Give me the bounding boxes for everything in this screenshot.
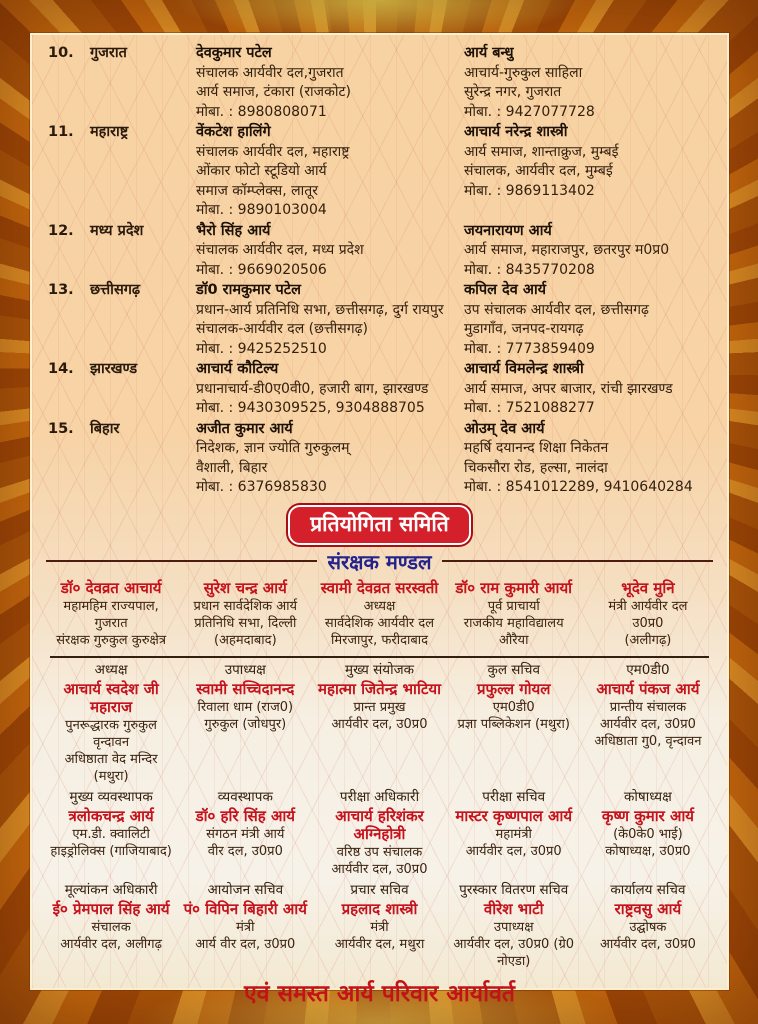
detail-line: ओंकार फोटो स्टूडियो आर्य	[196, 163, 327, 179]
patrons-row	[44, 579, 715, 649]
detail-line: अधिष्ठाता गु0, वृन्दावन	[594, 733, 702, 749]
contact-details	[464, 439, 715, 478]
row-number: 12.	[48, 222, 74, 239]
contact-details	[196, 301, 458, 340]
member-name: वीरेश भाटी	[483, 899, 544, 918]
detail-line: वीर दल, उ0प्र0	[207, 843, 283, 859]
committee-member	[581, 882, 715, 953]
header-rule-right	[442, 560, 713, 562]
contact-details	[196, 143, 458, 202]
member-name: स्वामी सच्चिदानन्द	[196, 679, 295, 698]
detail-line: मुडागाँव, जनपद-रायगढ़	[464, 321, 584, 337]
state-name: मध्य प्रदेश	[90, 222, 144, 239]
contact-name: देवकुमार पटेल	[196, 45, 272, 61]
committee-member	[312, 882, 446, 953]
member-role: कोषाध्यक्ष	[624, 788, 672, 805]
contact-details	[464, 380, 715, 400]
detail-line: (अहमदाबाद)	[213, 632, 277, 648]
member-name: कृष्ण कुमार आर्य	[601, 806, 694, 825]
detail-line: प्रधानाचार्य-डी0ए0वी0, हजारी बाग, झारखण्ड	[196, 380, 429, 397]
contact-mobile: मोबा. : 8541012289, 9410640284	[464, 479, 693, 495]
committee-member	[581, 579, 715, 649]
member-role: परीक्षा सचिव	[482, 788, 546, 805]
contact-name: आचार्य कौटिल्य	[196, 361, 279, 377]
contact-details	[196, 439, 458, 478]
member-name: सुरेश चन्द्र आर्य	[203, 578, 287, 597]
directory-row	[44, 44, 715, 122]
member-details	[450, 919, 578, 970]
directory-row	[44, 222, 715, 281]
committee-banner-wrap	[44, 505, 715, 545]
contact-name: वेंकटेश हालिंगे	[196, 124, 271, 140]
committee-member	[312, 662, 446, 733]
member-details	[450, 699, 578, 733]
member-details	[47, 826, 175, 860]
committee-member	[447, 579, 581, 649]
member-name: डॉ० हरि सिंह आर्य	[195, 806, 295, 825]
detail-line: उ0प्र0	[632, 615, 664, 631]
directory-row	[44, 281, 715, 359]
member-details	[181, 699, 309, 733]
detail-line: सुरेन्द्र नगर, गुजरात	[464, 84, 562, 100]
contact-mobile: मोबा. : 8435770208	[464, 261, 595, 278]
committee-member	[44, 662, 178, 785]
contact-mobile: मोबा. : 7773859409	[464, 340, 595, 357]
detail-line: आर्यवीर दल, उ0प्र0	[599, 716, 696, 732]
contact-mobile: मोबा. : 6376985830	[196, 479, 327, 495]
member-name: भूदेव मुनि	[621, 578, 675, 597]
detail-line: मंत्री आर्यवीर दल	[608, 598, 688, 614]
member-role: व्यवस्थापक	[217, 788, 273, 805]
member-details	[181, 826, 309, 860]
detail-line: हाइड्रोलिक्स (गाजियाबाद)	[50, 843, 172, 859]
committee-member	[447, 662, 581, 733]
contact-mobile: मोबा. : 8980808071	[196, 103, 327, 120]
detail-line: वरिष्ठ उप संचालक	[336, 844, 423, 860]
contact-mobile: मोबा. : 9427077728	[464, 103, 595, 120]
detail-line: सार्वदेशिक आर्यवीर दल	[324, 615, 435, 631]
member-details	[181, 598, 309, 649]
footer-text: एवं समस्त आर्य परिवार आर्यावर्त	[243, 980, 516, 1007]
contact-entry	[464, 420, 715, 498]
contact-entry	[196, 222, 464, 281]
member-name: स्वामी देवव्रत सरस्वती	[320, 578, 439, 597]
member-details	[450, 598, 578, 649]
member-details	[584, 826, 712, 860]
detail-line: संचालक	[91, 919, 131, 935]
detail-line: वैशाली, बिहार	[196, 459, 268, 476]
detail-line: कोषाध्यक्ष, उ0प्र0	[605, 843, 691, 859]
detail-line: उपाध्यक्ष	[493, 919, 534, 935]
contact-entry	[464, 44, 715, 122]
directory-row	[44, 420, 715, 498]
member-details	[315, 699, 443, 733]
member-details	[47, 717, 175, 785]
detail-line: औरैया	[498, 632, 529, 648]
detail-line: आर्य समाज, अपर बाजार, रांची झारखण्ड	[464, 380, 673, 397]
member-details	[584, 919, 712, 953]
committee-title-badge: प्रतियोगिता समिति	[288, 505, 471, 545]
detail-line: संचालक-आर्यवीर दल (छत्तीसगढ़)	[196, 321, 368, 337]
committee-member	[447, 789, 581, 860]
contact-name: ओउम् देव आर्य	[464, 420, 545, 437]
detail-line: प्रान्त प्रमुख	[353, 699, 406, 715]
header-rule-left	[46, 560, 317, 562]
detail-line: पूर्व प्राचार्या	[487, 598, 540, 614]
contact-entry	[464, 123, 715, 201]
state-name: महाराष्ट्र	[90, 124, 129, 140]
contact-entry	[464, 222, 715, 281]
contact-name: कपिल देव आर्य	[464, 282, 547, 298]
member-name: पं० विपिन बिहारी आर्य	[183, 899, 307, 918]
member-details	[47, 598, 175, 649]
directory-row	[44, 123, 715, 221]
member-role: मुख्य व्यवस्थापक	[69, 788, 153, 805]
detail-line: आचार्य-गुरुकुल साहिला	[464, 64, 583, 81]
member-details	[181, 919, 309, 953]
contact-entry	[196, 123, 464, 221]
detail-line: गुरुकुल (जोधपुर)	[204, 716, 287, 732]
member-name: डॉ० राम कुमारी आर्या	[455, 578, 573, 597]
detail-line: रिवाला धाम (राज0)	[197, 699, 294, 715]
member-name: प्रहलाद शास्त्री	[341, 899, 418, 918]
detail-line: मिरजापुर, फरीदाबाद	[330, 632, 429, 648]
contact-details	[464, 301, 715, 340]
detail-line: उद्घोषक	[629, 919, 667, 935]
detail-line: अध्यक्ष	[363, 598, 396, 614]
member-role: मूल्यांकन अधिकारी	[64, 881, 158, 898]
contact-details	[464, 241, 715, 261]
member-details	[584, 699, 712, 750]
contact-entry	[196, 360, 464, 419]
detail-line: आर्यवीर दल, मथुरा	[334, 936, 425, 952]
contact-entry	[464, 281, 715, 359]
committee-member	[178, 882, 312, 953]
committee-member	[178, 579, 312, 649]
member-name: आचार्य पंकज आर्य	[596, 679, 700, 698]
detail-line: संचालक आर्यवीर दल, मध्य प्रदेश	[196, 242, 364, 258]
member-role: एम0डी0	[626, 661, 670, 678]
detail-line: आर्य समाज, टंकारा (राजकोट)	[196, 84, 351, 100]
contact-mobile: मोबा. : 7521088277	[464, 400, 595, 416]
member-role: आयोजन सचिव	[207, 881, 284, 898]
member-name: त्रलोकचन्द्र आर्य	[68, 806, 154, 825]
member-role: पुरस्कार वितरण सचिव	[459, 881, 569, 898]
officers-row-2	[44, 789, 715, 878]
member-role: कुल सचिव	[487, 661, 540, 678]
contact-details	[196, 64, 458, 103]
detail-line: महर्षि दयानन्द शिक्षा निकेतन	[464, 440, 609, 456]
member-details	[315, 919, 443, 953]
committee-member	[44, 789, 178, 860]
detail-line: संचालक आर्यवीर दल,गुजरात	[196, 64, 344, 81]
detail-line: पुनरूद्धारक गुरुकुल वृन्दावन	[65, 717, 157, 750]
contact-entry	[464, 360, 715, 419]
committee-member	[581, 662, 715, 750]
contact-details	[196, 380, 458, 400]
detail-line: निदेशक, ज्ञान ज्योति गुरुकुलम्	[196, 440, 350, 456]
member-details	[315, 598, 443, 649]
member-name: राष्ट्रवसु आर्य	[614, 899, 682, 918]
member-role: उपाध्यक्ष	[224, 661, 266, 678]
detail-line: अधिष्ठाता वेद मन्दिर (मथुरा)	[64, 751, 158, 784]
detail-line: संचालक आर्यवीर दल, महाराष्ट्र	[196, 143, 350, 160]
state-directory	[44, 44, 715, 498]
contact-mobile: मोबा. : 9890103004	[196, 202, 327, 218]
detail-line: प्रान्तीय संचालक	[609, 699, 687, 715]
detail-line: संचालक, आर्यवीर दल, मुम्बई	[464, 163, 613, 179]
member-name: डॉ० देवव्रत आचार्य	[60, 578, 162, 597]
detail-line: संगठन मंत्री आर्य	[206, 826, 285, 842]
detail-line: (अलीगढ़)	[624, 632, 672, 648]
committee-member	[447, 882, 581, 970]
contact-name: आचार्य विमलेन्द्र शास्त्री	[464, 361, 584, 377]
detail-line: प्रज्ञा पब्लिकेशन (मथुरा)	[457, 716, 570, 732]
member-role: मुख्य संयोजक	[345, 661, 414, 678]
contact-mobile: मोबा. : 9430309525, 9304888705	[196, 400, 425, 416]
officers-row-3	[44, 882, 715, 970]
committee-member	[178, 662, 312, 733]
contact-entry	[196, 281, 464, 359]
detail-line: एम0डी0	[492, 699, 535, 715]
member-name: प्रफुल्ल गोयल	[476, 679, 551, 698]
committee-member	[312, 789, 446, 878]
member-role: परीक्षा अधिकारी	[339, 788, 420, 805]
state-name: बिहार	[90, 420, 120, 437]
detail-line: समाज कॉम्प्लेक्स, लातूर	[196, 182, 318, 199]
detail-line: आर्यवीर दल, उ0प्र0 (ग्रे0 नोएडा)	[453, 936, 575, 969]
member-role: अध्यक्ष	[94, 661, 128, 678]
detail-line: राजकीय महाविद्यालय	[463, 615, 564, 631]
contact-name: आर्य बन्धु	[464, 45, 514, 61]
officers-row-1	[44, 662, 715, 785]
member-name: ई० प्रेमपाल सिंह आर्य	[52, 899, 170, 918]
state-name: छत्तीसगढ़	[90, 282, 141, 298]
detail-line: मंत्री	[370, 919, 389, 935]
detail-line: एम.डी. क्वालिटी	[72, 826, 150, 842]
state-name: गुजरात	[90, 45, 127, 61]
detail-line: उप संचालक आर्यवीर दल, छत्तीसगढ़	[464, 301, 649, 318]
contact-mobile: मोबा. : 9425252510	[196, 340, 327, 357]
contact-entry	[196, 420, 464, 498]
detail-line: आर्यवीर दल, उ0प्र0	[331, 716, 428, 732]
contact-entry	[196, 44, 464, 122]
contact-details	[464, 143, 715, 182]
detail-line: आर्य वीर दल, उ0प्र0	[195, 936, 296, 952]
detail-line: आर्यवीर दल, उ0प्र0	[331, 861, 428, 877]
row-number: 10.	[48, 45, 74, 61]
row-number: 11.	[48, 124, 74, 140]
detail-line: प्रधान सार्वदेशिक आर्य	[193, 598, 298, 614]
contact-name: आचार्य नरेन्द्र शास्त्री	[464, 124, 568, 140]
detail-line: आर्य समाज, महाराजपुर, छतरपुर म0प्र0	[464, 242, 670, 258]
section-divider	[50, 656, 709, 658]
patron-board-label: संरक्षक मण्डल	[327, 549, 432, 574]
member-name: मास्टर कृष्णपाल आर्य	[455, 806, 573, 825]
contact-details	[196, 241, 458, 261]
patron-board-header	[46, 548, 713, 575]
directory-row	[44, 360, 715, 419]
detail-line: संरक्षक गुरुकुल कुरुक्षेत्र	[56, 632, 167, 648]
contact-details	[464, 64, 715, 103]
row-number: 14.	[48, 361, 74, 377]
member-details	[315, 844, 443, 878]
content-panel	[30, 33, 729, 1007]
detail-line: (के0के0 भाई)	[613, 826, 683, 842]
detail-line: आर्य समाज, शान्ताक्रुज, मुम्बई	[464, 143, 619, 160]
row-number: 13.	[48, 282, 74, 298]
committee-member	[178, 789, 312, 860]
detail-line: आर्यवीर दल, उ0प्र0	[599, 936, 696, 952]
member-details	[47, 919, 175, 953]
member-name: आचार्य स्वदेश जी महाराज	[63, 679, 159, 716]
detail-line: आर्यवीर दल, उ0प्र0	[465, 843, 562, 859]
member-details	[584, 598, 712, 649]
committee-member	[44, 882, 178, 953]
member-details	[450, 826, 578, 860]
detail-line: प्रतिनिधि सभा, दिल्ली	[194, 615, 297, 631]
member-name: आचार्य हरिशंकर अग्निहोत्री	[335, 806, 424, 843]
detail-line: आर्यवीर दल, अलीगढ़	[60, 936, 162, 952]
detail-line: प्रधान-आर्य प्रतिनिधि सभा, छत्तीसगढ़, दुर्ग रायपुर	[196, 301, 444, 318]
contact-mobile: मोबा. : 9869113402	[464, 182, 595, 199]
detail-line: मंत्री	[236, 919, 255, 935]
member-role: प्रचार सचिव	[350, 881, 409, 898]
contact-name: भैरो सिंह आर्य	[196, 222, 271, 239]
committee-member	[44, 579, 178, 649]
contact-name: डॉ0 रामकुमार पटेल	[196, 282, 301, 298]
contact-name: अजीत कुमार आर्य	[196, 420, 293, 437]
detail-line: महामहिम राज्यपाल, गुजरात	[63, 598, 159, 631]
member-name: महात्मा जितेन्द्र भाटिया	[318, 679, 441, 698]
committee-member	[581, 789, 715, 860]
contact-name: जयनारायण आर्य	[464, 222, 552, 239]
state-name: झारखण्ड	[90, 361, 138, 377]
member-role: कार्यालय सचिव	[610, 881, 686, 898]
row-number: 15.	[48, 420, 74, 437]
contact-mobile: मोबा. : 9669020506	[196, 261, 327, 278]
committee-member	[312, 579, 446, 649]
detail-line: महामंत्री	[495, 826, 532, 842]
detail-line: चिकसौरा रोड, हल्सा, नालंदा	[464, 459, 608, 476]
